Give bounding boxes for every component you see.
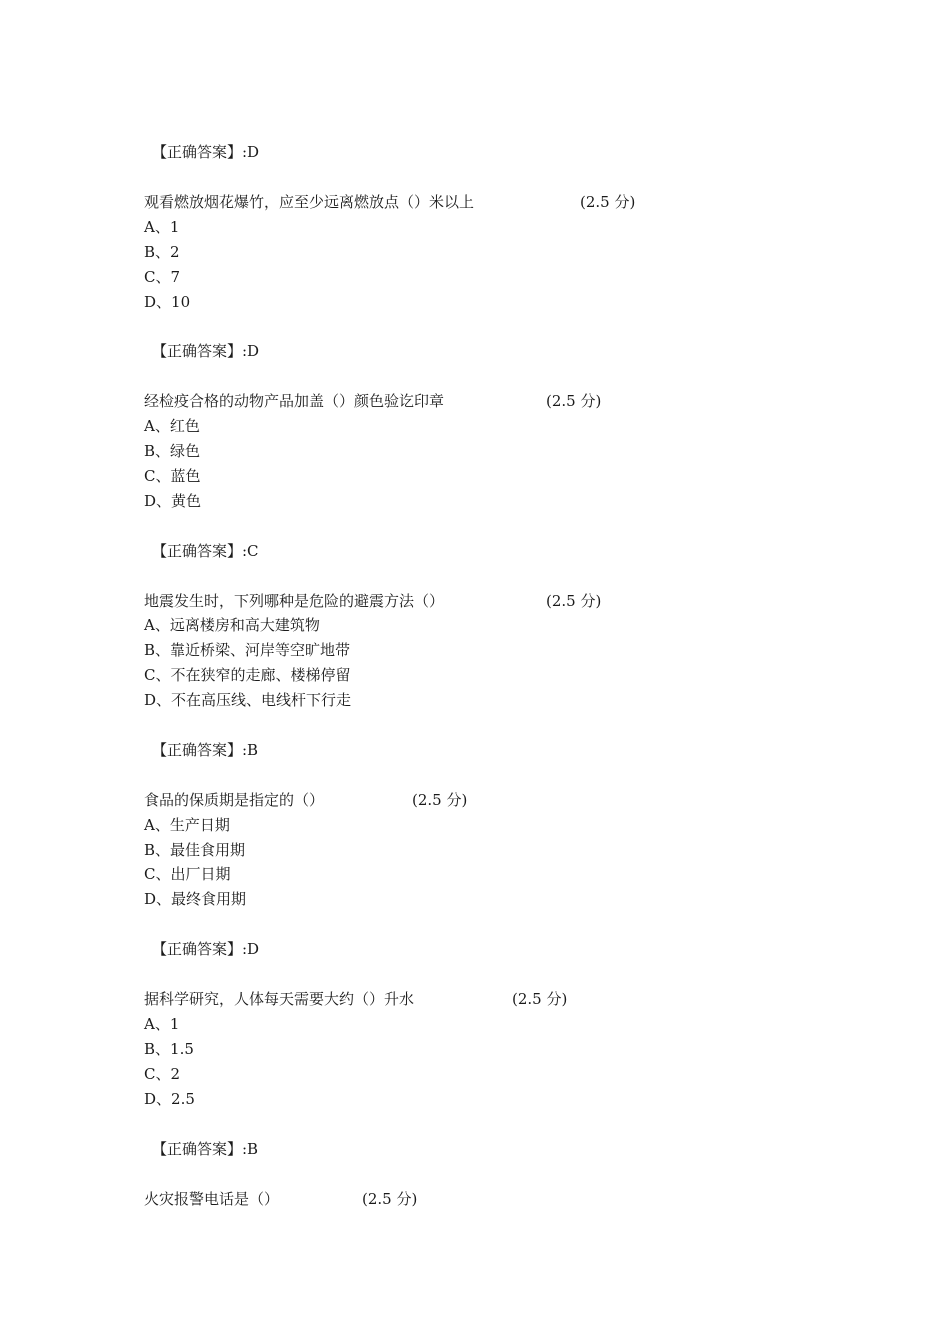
correct-answer: 【正确答案】:B (152, 1140, 259, 1158)
option-a: A、1 (144, 1015, 180, 1033)
question-text: 观看燃放烟花爆竹，应至少远离燃放点（）米以上 (144, 193, 475, 211)
option-d: D、10 (144, 293, 191, 311)
option-d: D、最终食用期 (144, 890, 247, 908)
question-score: (2.5 分) (362, 1190, 418, 1208)
option-b: B、最佳食用期 (144, 841, 246, 859)
correct-answer: 【正确答案】:C (152, 542, 259, 560)
option-c: C、出厂日期 (144, 865, 231, 883)
option-c: C、7 (144, 268, 181, 286)
option-b: B、绿色 (144, 442, 201, 460)
option-c: C、2 (144, 1065, 181, 1083)
question-text: 经检疫合格的动物产品加盖（）颜色验讫印章 (144, 392, 445, 410)
correct-answer: 【正确答案】:D (152, 940, 260, 958)
option-a: A、远离楼房和高大建筑物 (144, 616, 320, 634)
option-a: A、红色 (144, 417, 200, 435)
question-score: (2.5 分) (512, 990, 568, 1008)
correct-answer: 【正确答案】:D (152, 342, 260, 360)
question-score: (2.5 分) (580, 193, 636, 211)
question-text: 据科学研究，人体每天需要大约（）升水 (144, 990, 415, 1008)
option-b: B、1.5 (144, 1040, 194, 1058)
option-c: C、蓝色 (144, 467, 201, 485)
option-b: B、靠近桥梁、河岸等空旷地带 (144, 641, 351, 659)
option-d: D、不在高压线、电线杆下行走 (144, 691, 352, 709)
question-score: (2.5 分) (546, 392, 602, 410)
option-a: A、1 (144, 218, 180, 236)
question-text: 火灾报警电话是（） (144, 1190, 280, 1208)
correct-answer: 【正确答案】:D (152, 143, 260, 161)
option-d: D、黄色 (144, 492, 202, 510)
option-c: C、不在狭窄的走廊、楼梯停留 (144, 666, 351, 684)
question-text: 食品的保质期是指定的（） (144, 791, 325, 809)
question-score: (2.5 分) (412, 791, 468, 809)
question-score: (2.5 分) (546, 592, 602, 610)
option-d: D、2.5 (144, 1090, 195, 1108)
option-a: A、生产日期 (144, 816, 230, 834)
correct-answer: 【正确答案】:B (152, 741, 259, 759)
option-b: B、2 (144, 243, 180, 261)
question-text: 地震发生时，下列哪种是危险的避震方法（） (144, 592, 445, 610)
